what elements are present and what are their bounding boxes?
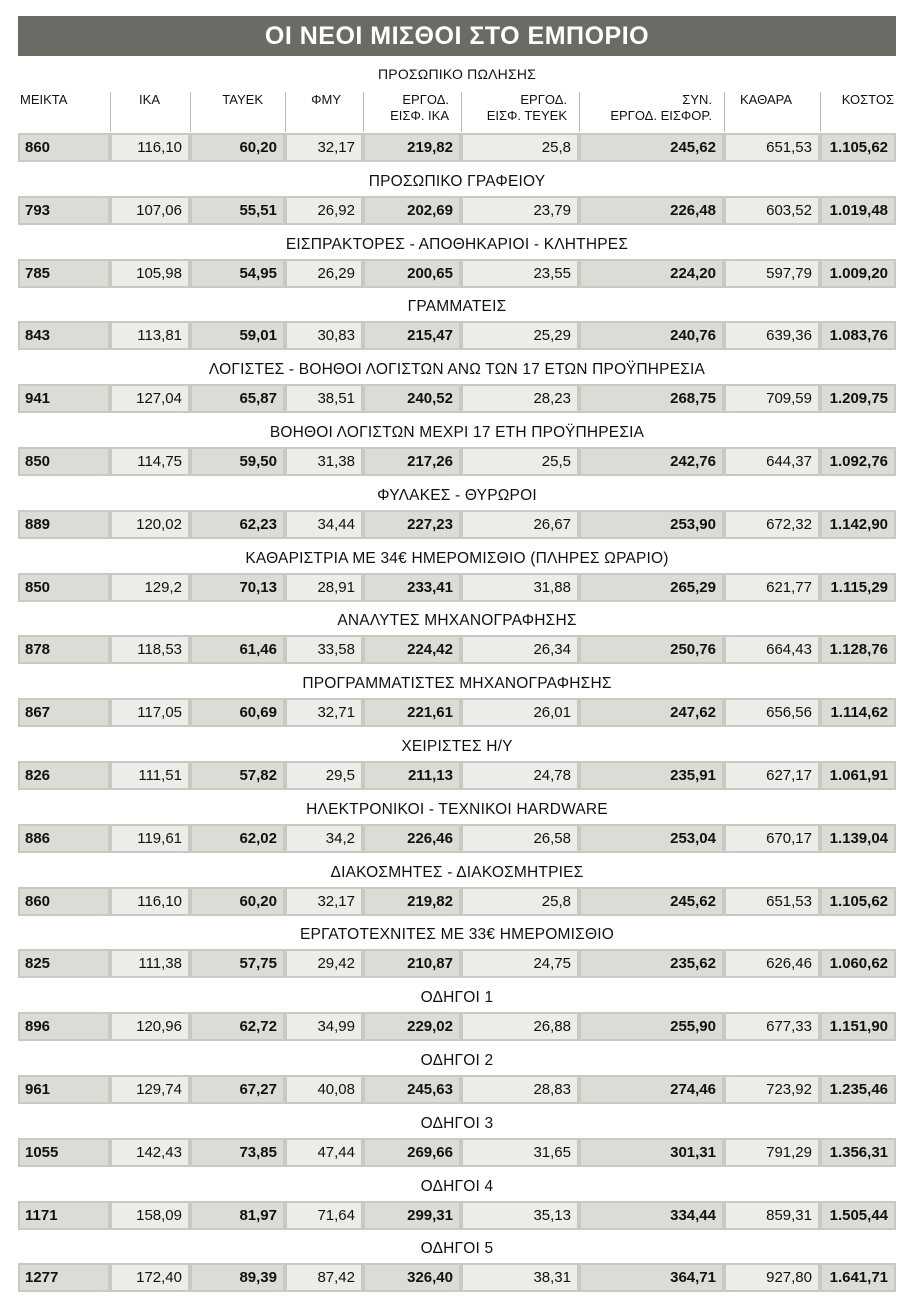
cell-meikta: 1171 [18,1201,110,1230]
cell-ika: 119,61 [110,824,190,853]
cell-syn-ergod-eisfor: 265,29 [579,573,724,602]
cell-fmy: 29,42 [285,949,363,978]
cell-ergod-eisf-teyek: 26,88 [461,1012,579,1041]
cell-meikta: 860 [18,887,110,916]
table-row [18,698,896,727]
table-row [18,635,896,664]
table-row [18,1201,896,1230]
cell-ika: 105,98 [110,259,190,288]
cell-tayek: 55,51 [190,196,285,225]
cell-ergod-eisf-ika: 219,82 [363,887,461,916]
cell-ergod-eisf-teyek: 26,58 [461,824,579,853]
cell-meikta: 886 [18,824,110,853]
cell-kostos: 1.105,62 [820,887,896,916]
header-kostos [820,90,896,130]
header-ergod-eisf-ika [363,90,461,130]
cell-meikta: 825 [18,949,110,978]
cell-fmy: 32,17 [285,887,363,916]
cell-meikta: 1277 [18,1263,110,1292]
cell-meikta: 941 [18,384,110,413]
header-fmy [285,90,363,130]
header-line: ΚΟΣΤΟΣ [841,92,894,107]
section-title: ΛΟΓΙΣΤΕΣ - ΒΟΗΘΟΙ ΛΟΓΙΣΤΩΝ ΑΝΩ ΤΩΝ 17 ΕΤΩΝ ΠΡΟΫΠΗΡΕΣΙΑ [208,361,706,378]
cell-ergod-eisf-teyek: 25,8 [461,887,579,916]
cell-ergod-eisf-teyek: 26,01 [461,698,579,727]
section-title: ΚΑΘΑΡΙΣΤΡΙΑ ΜΕ 34€ ΗΜΕΡΟΜΙΣΘΙΟ (ΠΛΗΡΕΣ ΩΡΑΡΙΟ) [245,550,669,567]
cell-ergod-eisf-ika: 224,42 [363,635,461,664]
cell-ika: 114,75 [110,447,190,476]
cell-kathara: 677,33 [724,1012,820,1041]
cell-syn-ergod-eisfor: 242,76 [579,447,724,476]
cell-ergod-eisf-ika: 219,82 [363,133,461,162]
cell-kostos: 1.114,62 [820,698,896,727]
cell-ergod-eisf-teyek: 25,8 [461,133,579,162]
page-title: ΟΙ ΝΕΟΙ ΜΙΣΘΟΙ ΣΤΟ ΕΜΠΟΡΙΟ [18,16,896,56]
cell-kathara: 859,31 [724,1201,820,1230]
cell-syn-ergod-eisfor: 253,90 [579,510,724,539]
cell-tayek: 61,46 [190,635,285,664]
cell-ika: 158,09 [110,1201,190,1230]
column-divider [110,92,111,132]
cell-ergod-eisf-teyek: 23,55 [461,259,579,288]
cell-ergod-eisf-teyek: 35,13 [461,1201,579,1230]
cell-ergod-eisf-ika: 240,52 [363,384,461,413]
cell-tayek: 60,20 [190,887,285,916]
cell-tayek: 62,02 [190,824,285,853]
cell-ergod-eisf-teyek: 31,88 [461,573,579,602]
cell-meikta: 1055 [18,1138,110,1167]
cell-ika: 111,38 [110,949,190,978]
cell-ergod-eisf-ika: 226,46 [363,824,461,853]
table-row [18,1075,896,1104]
section-title: ΑΝΑΛΥΤΕΣ ΜΗΧΑΝΟΓΡΑΦΗΣΗΣ [337,612,577,629]
cell-ika: 120,02 [110,510,190,539]
cell-meikta: 850 [18,447,110,476]
cell-syn-ergod-eisfor: 334,44 [579,1201,724,1230]
cell-ika: 129,74 [110,1075,190,1104]
table-row [18,196,896,225]
header-line: ΕΡΓΟΔ. ΕΙΣΦΟΡ. [610,108,712,123]
table-row [18,510,896,539]
table-row [18,887,896,916]
cell-kostos: 1.115,29 [820,573,896,602]
cell-meikta: 843 [18,321,110,350]
cell-tayek: 89,39 [190,1263,285,1292]
column-divider [724,92,725,132]
cell-kostos: 1.356,31 [820,1138,896,1167]
column-divider [190,92,191,132]
cell-tayek: 60,69 [190,698,285,727]
cell-fmy: 32,17 [285,133,363,162]
column-divider [579,92,580,132]
section-title: ΟΔΗΓΟΙ 2 [420,1052,494,1069]
cell-ergod-eisf-teyek: 28,23 [461,384,579,413]
cell-syn-ergod-eisfor: 268,75 [579,384,724,413]
cell-fmy: 33,58 [285,635,363,664]
cell-syn-ergod-eisfor: 247,62 [579,698,724,727]
table-row [18,321,896,350]
cell-kostos: 1.235,46 [820,1075,896,1104]
cell-tayek: 57,75 [190,949,285,978]
section-title: ΒΟΗΘΟΙ ΛΟΓΙΣΤΩΝ ΜΕΧΡΙ 17 ΕΤΗ ΠΡΟΫΠΗΡΕΣΙΑ [269,424,645,441]
cell-ergod-eisf-ika: 202,69 [363,196,461,225]
cell-ergod-eisf-teyek: 26,67 [461,510,579,539]
cell-meikta: 793 [18,196,110,225]
cell-ergod-eisf-teyek: 25,5 [461,447,579,476]
cell-kathara: 709,59 [724,384,820,413]
cell-kostos: 1.009,20 [820,259,896,288]
cell-meikta: 961 [18,1075,110,1104]
cell-ergod-eisf-ika: 245,63 [363,1075,461,1104]
cell-tayek: 67,27 [190,1075,285,1104]
table-row [18,259,896,288]
cell-syn-ergod-eisfor: 224,20 [579,259,724,288]
cell-ergod-eisf-ika: 200,65 [363,259,461,288]
column-headers [18,90,896,130]
cell-ergod-eisf-ika: 227,23 [363,510,461,539]
cell-kathara: 656,56 [724,698,820,727]
cell-kathara: 626,46 [724,949,820,978]
section-title: ΗΛΕΚΤΡΟΝΙΚΟΙ - ΤΕΧΝΙΚΟΙ HARDWARE [306,801,608,818]
cell-fmy: 26,92 [285,196,363,225]
cell-kostos: 1.209,75 [820,384,896,413]
header-meikta [18,90,110,130]
cell-ika: 116,10 [110,133,190,162]
cell-fmy: 87,42 [285,1263,363,1292]
cell-meikta: 785 [18,259,110,288]
cell-fmy: 34,99 [285,1012,363,1041]
cell-ergod-eisf-ika: 233,41 [363,573,461,602]
cell-ergod-eisf-ika: 211,13 [363,761,461,790]
section-title: ΟΔΗΓΟΙ 3 [420,1115,494,1132]
cell-ika: 111,51 [110,761,190,790]
cell-meikta: 889 [18,510,110,539]
cell-kostos: 1.019,48 [820,196,896,225]
cell-fmy: 34,2 [285,824,363,853]
cell-ika: 172,40 [110,1263,190,1292]
column-divider [285,92,286,132]
cell-syn-ergod-eisfor: 226,48 [579,196,724,225]
cell-kathara: 723,92 [724,1075,820,1104]
cell-ika: 117,05 [110,698,190,727]
cell-fmy: 31,38 [285,447,363,476]
header-line: ΕΙΣΦ. ΤΕΥΕΚ [486,108,567,123]
cell-ika: 127,04 [110,384,190,413]
table-row [18,949,896,978]
cell-ergod-eisf-teyek: 31,65 [461,1138,579,1167]
table-row [18,447,896,476]
cell-kostos: 1.083,76 [820,321,896,350]
column-divider [461,92,462,132]
cell-ika: 142,43 [110,1138,190,1167]
cell-ergod-eisf-teyek: 26,34 [461,635,579,664]
cell-kathara: 644,37 [724,447,820,476]
cell-kostos: 1.641,71 [820,1263,896,1292]
cell-kathara: 621,77 [724,573,820,602]
cell-fmy: 30,83 [285,321,363,350]
header-line: ΦΜΥ [311,92,341,107]
cell-kathara: 639,36 [724,321,820,350]
cell-kostos: 1.505,44 [820,1201,896,1230]
cell-ergod-eisf-teyek: 25,29 [461,321,579,350]
table-row [18,1012,896,1041]
header-line: ΣΥΝ. [682,92,712,107]
table-row [18,761,896,790]
table-row [18,1138,896,1167]
section-title: ΕΡΓΑΤΟΤΕΧΝΙΤΕΣ ΜΕ 33€ ΗΜΕΡΟΜΙΣΘΙΟ [300,926,614,943]
cell-ergod-eisf-teyek: 23,79 [461,196,579,225]
cell-ergod-eisf-ika: 269,66 [363,1138,461,1167]
cell-kathara: 672,32 [724,510,820,539]
cell-tayek: 73,85 [190,1138,285,1167]
cell-fmy: 32,71 [285,698,363,727]
section-title: ΠΡΟΓΡΑΜΜΑΤΙΣΤΕΣ ΜΗΧΑΝΟΓΡΑΦΗΣΗΣ [302,675,612,692]
cell-ergod-eisf-ika: 326,40 [363,1263,461,1292]
header-line: ΕΡΓΟΔ. [520,92,567,107]
cell-kathara: 651,53 [724,133,820,162]
header-syn-ergod-eisfor [579,90,724,130]
cell-meikta: 878 [18,635,110,664]
cell-ergod-eisf-ika: 299,31 [363,1201,461,1230]
cell-tayek: 59,50 [190,447,285,476]
cell-fmy: 28,91 [285,573,363,602]
cell-kathara: 597,79 [724,259,820,288]
cell-tayek: 62,72 [190,1012,285,1041]
cell-fmy: 38,51 [285,384,363,413]
cell-syn-ergod-eisfor: 301,31 [579,1138,724,1167]
cell-kathara: 627,17 [724,761,820,790]
cell-kostos: 1.142,90 [820,510,896,539]
cell-kathara: 670,17 [724,824,820,853]
header-line: ΜΕΙΚΤΑ [20,92,68,107]
cell-kathara: 927,80 [724,1263,820,1292]
cell-syn-ergod-eisfor: 364,71 [579,1263,724,1292]
header-line: ΤΑΥΕΚ [222,92,263,107]
cell-ika: 113,81 [110,321,190,350]
header-line: ΕΡΓΟΔ. [402,92,449,107]
cell-kathara: 791,29 [724,1138,820,1167]
header-kathara [724,90,820,130]
section-title: ΓΡΑΜΜΑΤΕΙΣ [407,298,507,315]
cell-kathara: 603,52 [724,196,820,225]
section-title: ΟΔΗΓΟΙ 1 [420,989,494,1006]
cell-tayek: 65,87 [190,384,285,413]
cell-ika: 129,2 [110,573,190,602]
cell-tayek: 60,20 [190,133,285,162]
cell-fmy: 40,08 [285,1075,363,1104]
cell-kostos: 1.105,62 [820,133,896,162]
cell-kathara: 664,43 [724,635,820,664]
cell-tayek: 54,95 [190,259,285,288]
column-divider [820,92,821,132]
cell-tayek: 70,13 [190,573,285,602]
cell-tayek: 62,23 [190,510,285,539]
cell-tayek: 57,82 [190,761,285,790]
column-divider [363,92,364,132]
cell-meikta: 860 [18,133,110,162]
header-line: ΚΑΘΑΡΑ [740,92,792,107]
cell-syn-ergod-eisfor: 235,62 [579,949,724,978]
cell-ergod-eisf-teyek: 28,83 [461,1075,579,1104]
cell-tayek: 59,01 [190,321,285,350]
cell-kostos: 1.139,04 [820,824,896,853]
cell-ika: 116,10 [110,887,190,916]
section-title: ΔΙΑΚΟΣΜΗΤΕΣ - ΔΙΑΚΟΣΜΗΤΡΙΕΣ [330,864,584,881]
cell-ergod-eisf-teyek: 38,31 [461,1263,579,1292]
section-title: ΠΡΟΣΩΠΙΚΟ ΓΡΑΦΕΙΟΥ [368,173,546,190]
cell-syn-ergod-eisfor: 250,76 [579,635,724,664]
table-row [18,573,896,602]
header-ika [110,90,190,130]
cell-kathara: 651,53 [724,887,820,916]
cell-kostos: 1.060,62 [820,949,896,978]
cell-syn-ergod-eisfor: 255,90 [579,1012,724,1041]
header-ergod-eisf-teyek [461,90,579,130]
cell-ergod-eisf-teyek: 24,75 [461,949,579,978]
section-title: ΕΙΣΠΡΑΚΤΟΡΕΣ - ΑΠΟΘΗΚΑΡΙΟΙ - ΚΛΗΤΗΡΕΣ [285,236,629,253]
cell-kostos: 1.151,90 [820,1012,896,1041]
cell-ergod-eisf-teyek: 24,78 [461,761,579,790]
cell-ergod-eisf-ika: 221,61 [363,698,461,727]
table-row [18,384,896,413]
cell-meikta: 826 [18,761,110,790]
cell-syn-ergod-eisfor: 274,46 [579,1075,724,1104]
cell-syn-ergod-eisfor: 245,62 [579,133,724,162]
header-line: ΕΙΣΦ. ΙΚΑ [390,108,449,123]
table-row [18,133,896,162]
cell-tayek: 81,97 [190,1201,285,1230]
cell-ergod-eisf-ika: 217,26 [363,447,461,476]
cell-ika: 120,96 [110,1012,190,1041]
cell-fmy: 34,44 [285,510,363,539]
cell-syn-ergod-eisfor: 240,76 [579,321,724,350]
cell-meikta: 867 [18,698,110,727]
cell-meikta: 850 [18,573,110,602]
section-title: ΟΔΗΓΟΙ 4 [420,1178,494,1195]
header-tayek [190,90,285,130]
section-title: ΧΕΙΡΙΣΤΕΣ Η/Υ [401,738,513,755]
cell-fmy: 29,5 [285,761,363,790]
cell-syn-ergod-eisfor: 235,91 [579,761,724,790]
section-title: ΠΡΟΣΩΠΙΚΟ ΠΩΛΗΣΗΣ [377,66,536,82]
cell-kostos: 1.092,76 [820,447,896,476]
cell-fmy: 47,44 [285,1138,363,1167]
cell-ergod-eisf-ika: 215,47 [363,321,461,350]
section-title: ΟΔΗΓΟΙ 5 [420,1240,494,1257]
table-row [18,1263,896,1292]
cell-ika: 118,53 [110,635,190,664]
cell-kostos: 1.128,76 [820,635,896,664]
cell-syn-ergod-eisfor: 253,04 [579,824,724,853]
section-title: ΦΥΛΑΚΕΣ - ΘΥΡΩΡΟΙ [377,487,537,504]
cell-ergod-eisf-ika: 229,02 [363,1012,461,1041]
cell-kostos: 1.061,91 [820,761,896,790]
cell-ergod-eisf-ika: 210,87 [363,949,461,978]
table-row [18,824,896,853]
cell-meikta: 896 [18,1012,110,1041]
cell-syn-ergod-eisfor: 245,62 [579,887,724,916]
cell-fmy: 26,29 [285,259,363,288]
cell-ika: 107,06 [110,196,190,225]
header-line: ΙΚΑ [139,92,160,107]
cell-fmy: 71,64 [285,1201,363,1230]
